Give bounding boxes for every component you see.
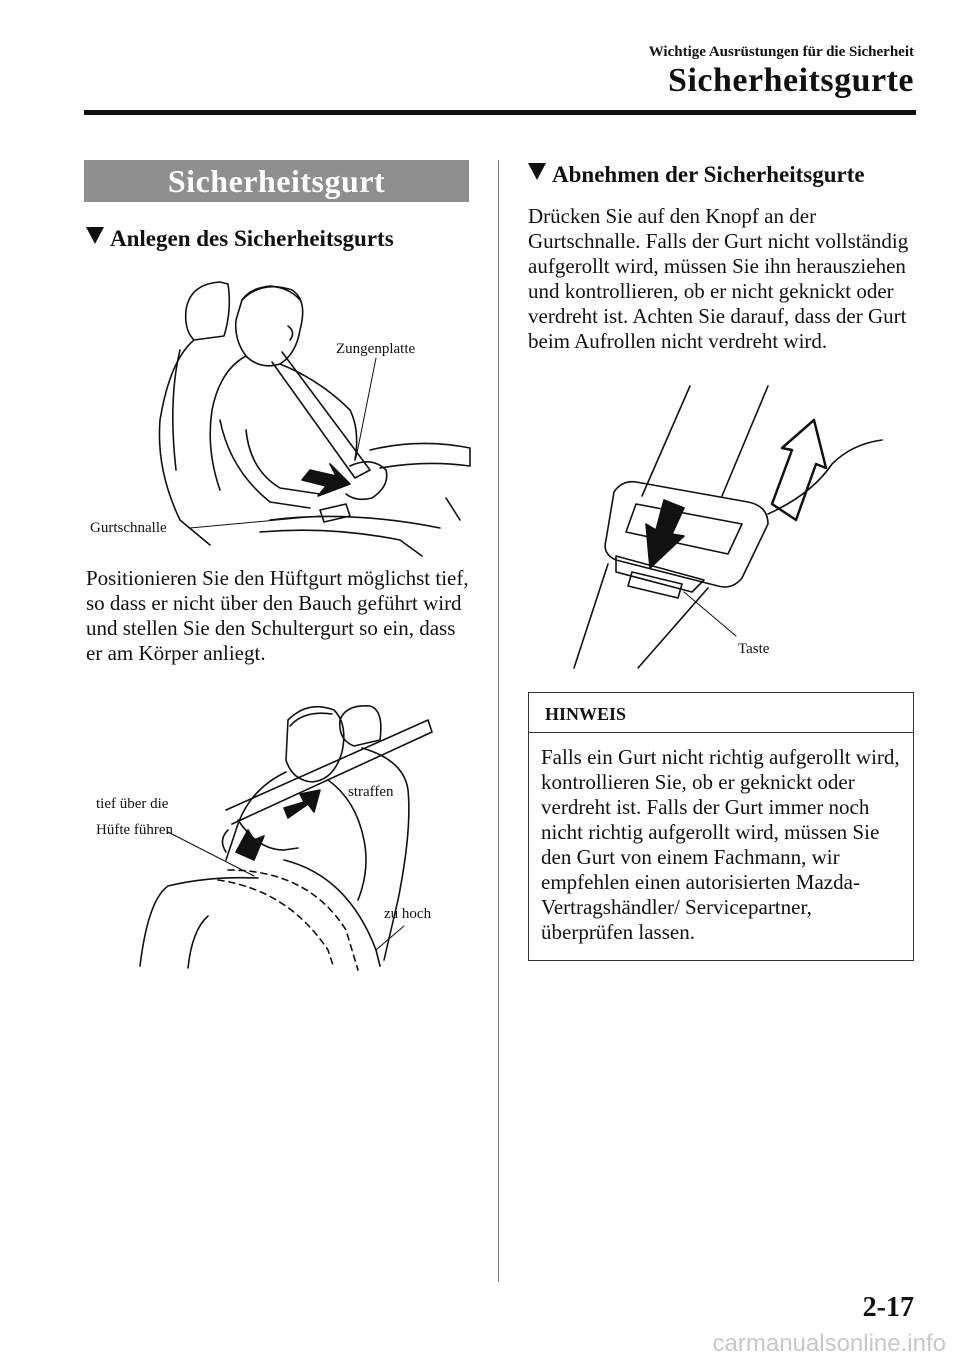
- label-huefte-fuehren: Hüfte führen: [96, 822, 174, 838]
- note-box: [528, 692, 914, 961]
- note-text: Falls ein Gurt nicht richtig aufgerollt wird, kontrollieren Sie, ob er geknickt oder verdreht ist. Falls der Gurt immer noch nicht richtig aufgerollt wird, müssen Sie den Gurt von einem Fachmann, wir empfehlen einen autorisierten Mazda-Vertragshändler/ Servicepartner, überprüfen lassen.: [541, 745, 900, 944]
- chapter-title: Sicherheitsgurte: [668, 62, 914, 99]
- section-banner: Sicherheitsgurt: [84, 160, 469, 202]
- label-straffen: straffen: [348, 784, 394, 800]
- label-tief-ueber-die: tief über die: [96, 796, 169, 812]
- section-heading-unfasten-text: Abnehmen der Sicherheitsgurte: [552, 162, 865, 187]
- section-heading-unfasten: [528, 162, 865, 188]
- section-heading-fasten-text: Anlegen des Sicherheitsgurts: [110, 226, 394, 251]
- page-number: 2-17: [862, 1292, 914, 1323]
- unfasten-instructions: Drücken Sie auf den Knopf an der Gurtschnalle. Falls der Gurt nicht vollständig aufgerollt wird, müssen Sie ihn herausziehen und kontrollieren, ob er nicht geknickt oder verdreht ist. Achten Sie darauf, dass der Gurt beim Aufrollen nicht verdreht wird.: [528, 204, 909, 353]
- triangle-bullet-icon: [86, 227, 104, 244]
- figure-buckle-release: [572, 384, 888, 670]
- figure-fasten-seatbelt: [150, 270, 480, 560]
- watermark: carmanualsonline.info: [712, 1330, 946, 1357]
- note-heading: HINWEIS: [529, 693, 913, 733]
- chapter-subtitle: Wichtige Ausrüstungen für die Sicherheit: [648, 44, 914, 60]
- label-gurtschnalle: Gurtschnalle: [90, 520, 167, 536]
- section-heading-fasten: [86, 226, 394, 252]
- header-rule: [84, 110, 916, 115]
- label-zu-hoch: zu hoch: [384, 906, 432, 922]
- column-divider: [498, 160, 499, 1282]
- triangle-bullet-icon: [528, 163, 546, 180]
- label-zungenplatte: Zungenplatte: [336, 341, 416, 357]
- label-taste: Taste: [738, 641, 770, 657]
- fasten-instructions: Positionieren Sie den Hüftgurt möglichst tief, so dass er nicht über den Bauch geführt wird und stellen Sie den Schultergurt so ein, dass er am Körper anliegt.: [86, 566, 469, 665]
